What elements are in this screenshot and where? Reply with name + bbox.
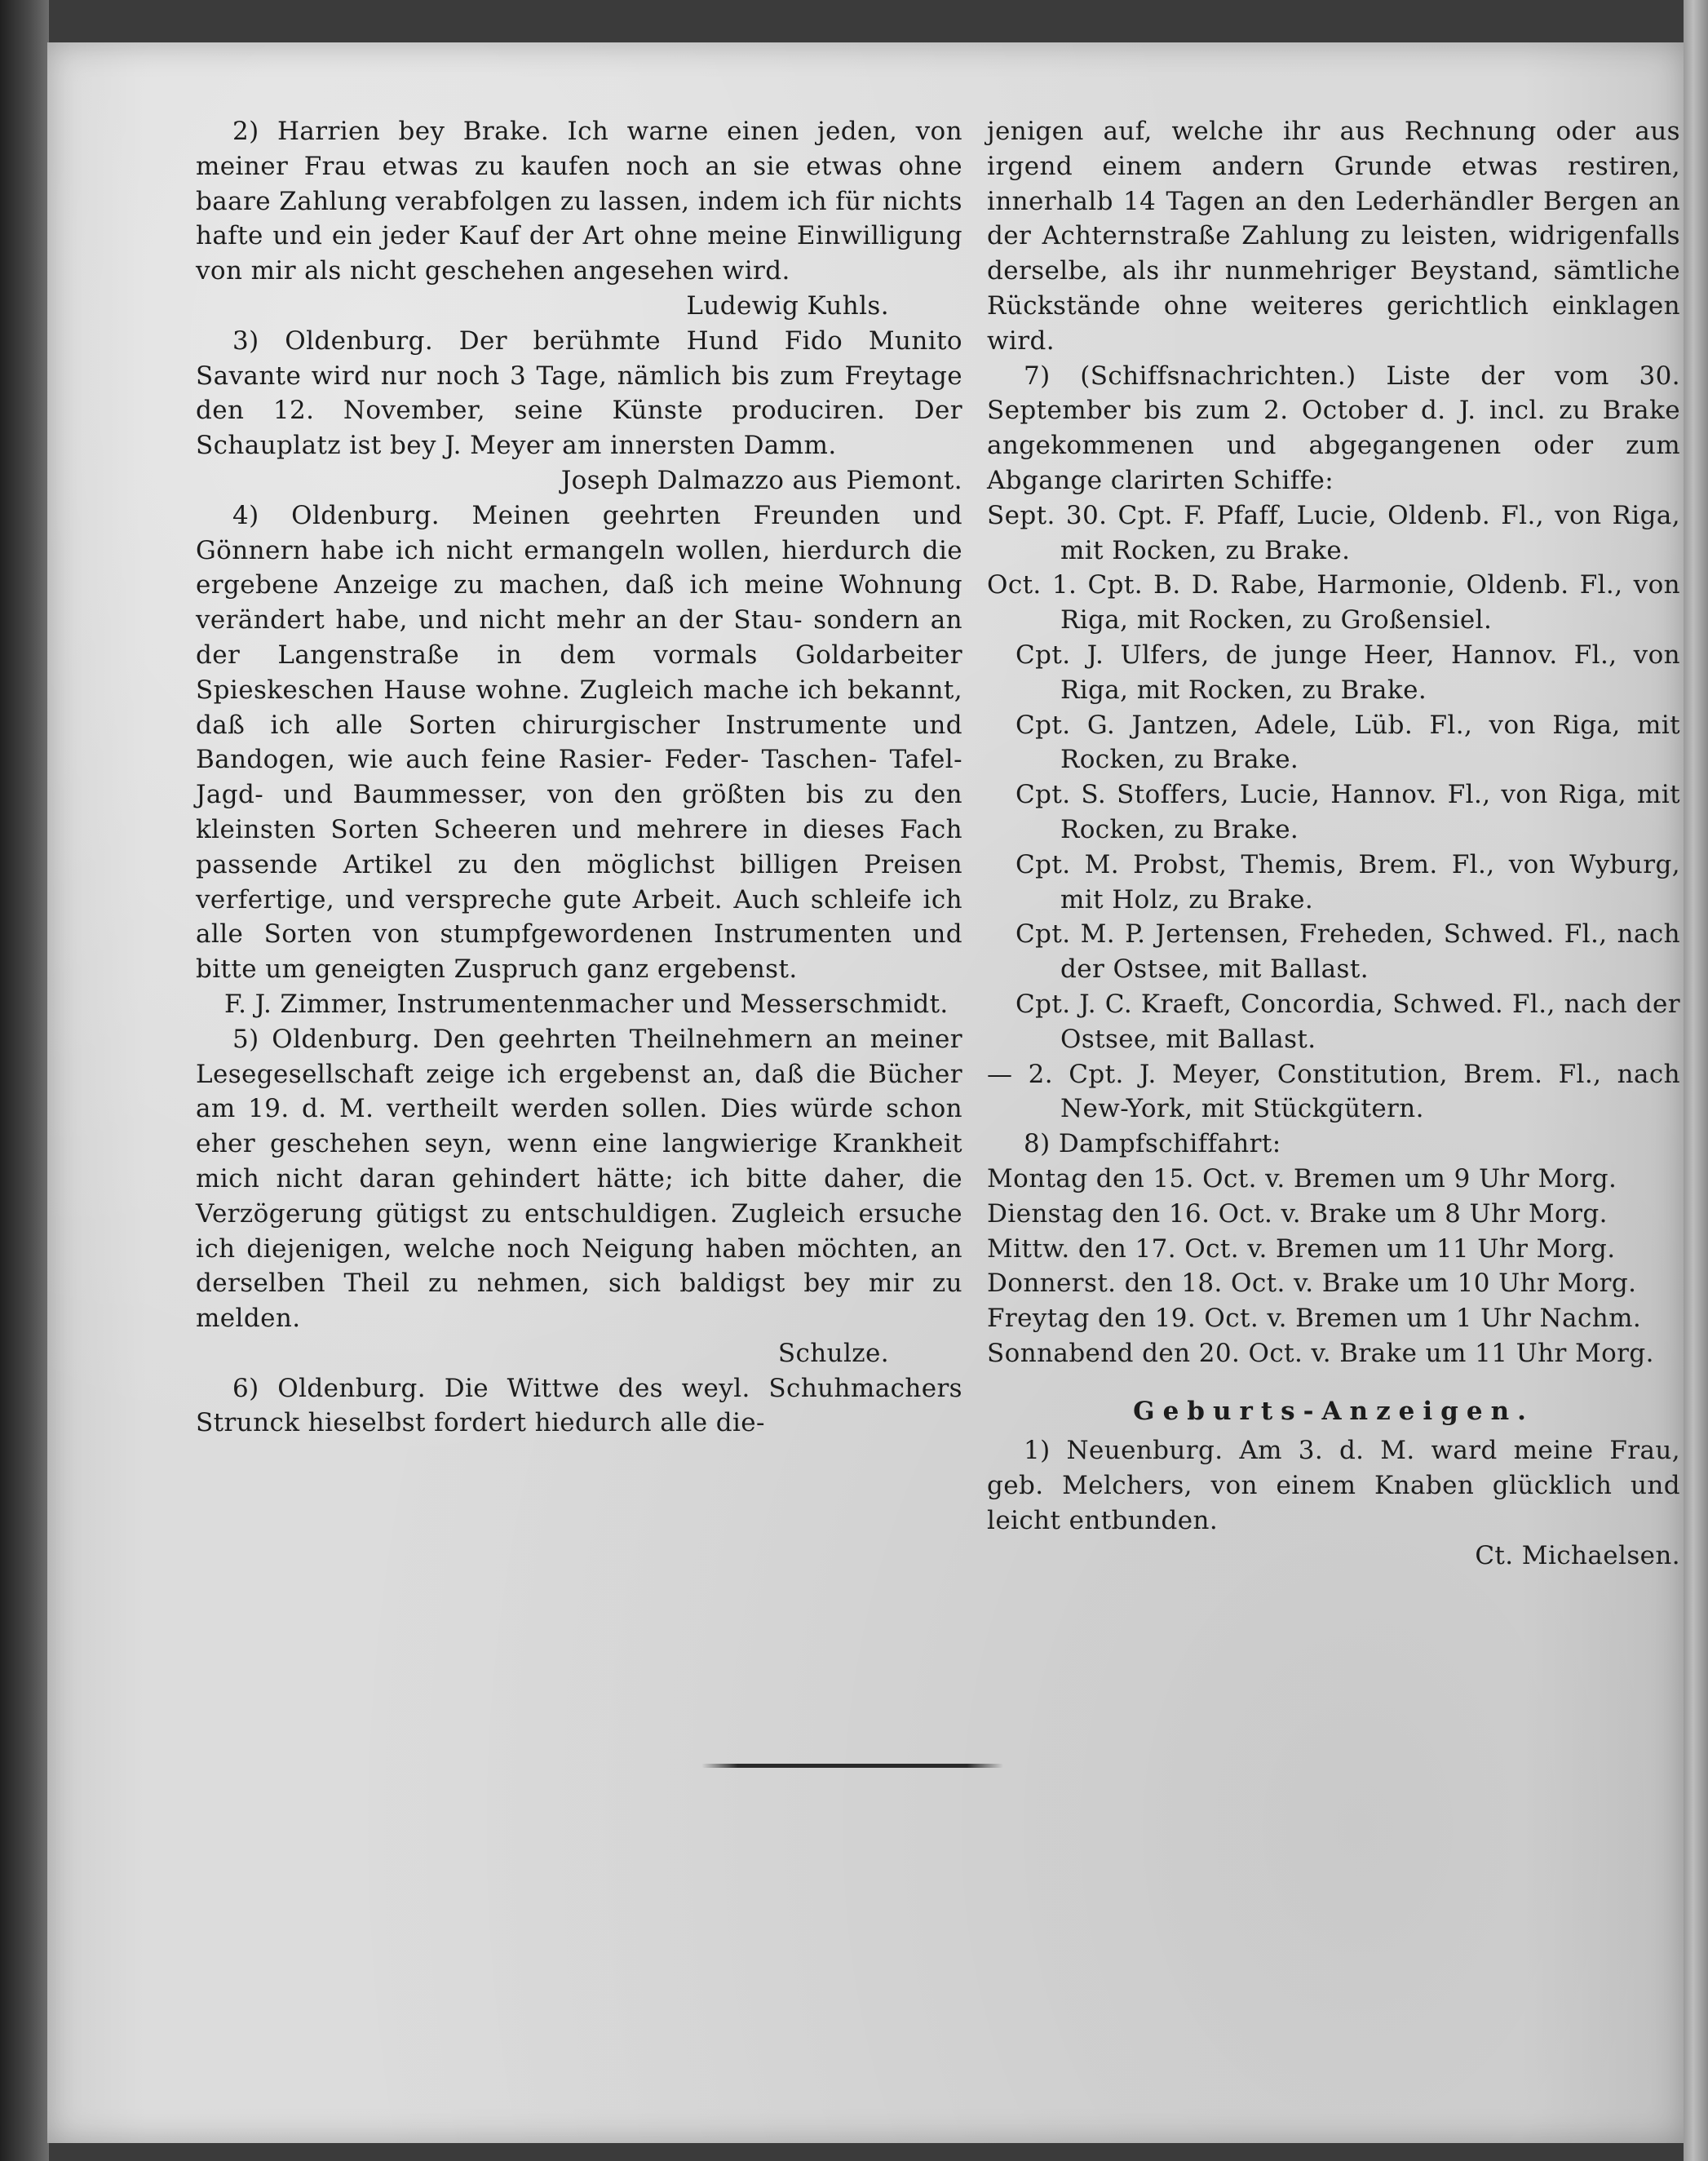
steamer-entry: Mittw. den 17. Oct. v. Bremen um 11 Uhr Morg. xyxy=(987,1233,1616,1264)
ship-entry: Cpt. J. C. Kraeft, Concordia, Schwed. Fl., nach der Ostsee, mit Ballast. xyxy=(1016,989,1680,1054)
ad-7-intro: 7) (Schiffsnachrichten.) Liste der vom 30. September bis zum 2. October d. J. incl. zu Brake angekommenen und abgegangenen oder zum Abgange clarirten Schiffe: xyxy=(987,361,1680,495)
steamer-entry: Dienstag den 16. Oct. v. Brake um 8 Uhr Morg. xyxy=(987,1198,1608,1229)
ship-entry: — 2. Cpt. J. Meyer, Constitution, Brem. Fl., nach New-York, mit Stückgütern. xyxy=(987,1059,1680,1124)
ship-entry: Cpt. G. Jantzen, Adele, Lüb. Fl., von Riga, mit Rocken, zu Brake. xyxy=(1016,710,1680,775)
ad-3-body: 3) Oldenburg. Der berühmte Hund Fido Munito Savante wird nur noch 3 Tage, nämlich bis zum Freytage den 12. November, seine Künste produciren. Der Schauplatz ist bey J. Meyer am innersten Damm. xyxy=(196,325,962,461)
ad-2-signature: Ludewig Kuhls. xyxy=(686,290,889,321)
left-column xyxy=(196,114,962,1441)
steamer-entry: Donnerst. den 18. Oct. v. Brake um 10 Uhr Morg. xyxy=(987,1269,1637,1299)
ad-8-title: 8) Dampfschiffahrt: xyxy=(1024,1129,1281,1159)
ship-entry: Cpt. M. Probst, Themis, Brem. Fl., von Wyburg, mit Holz, zu Brake. xyxy=(1016,849,1680,914)
right-column xyxy=(987,114,1680,1574)
ship-entry: Cpt. J. Ulfers, de junge Heer, Hannov. Fl., von Riga, mit Rocken, zu Brake. xyxy=(1016,640,1680,705)
ad-4-signature: F. J. Zimmer, Instrumentenmacher und Messerschmidt. xyxy=(224,989,949,1019)
ad-5-body: 5) Oldenburg. Den geehrten Theilnehmern an meiner Lesegesellschaft zeige ich ergebenst an, daß die Bücher am 19. d. M. vertheilt werden sollen. Dies würde schon eher geschehen seyn, wenn eine langwierige Krankheit mich nicht daran gehindert hätte; ich bitte daher, die Verzögerung gütigst zu entschuldigen. Zugleich ersuche ich diejenigen, welche noch Neigung haben möchten, an derselben Theil zu nehmen, sich baldigst bey mir zu melden. xyxy=(196,1024,962,1334)
ad-3-signature: Joseph Dalmazzo aus Piemont. xyxy=(560,465,962,495)
ad-2-body: 2) Harrien bey Brake. Ich warne einen jeden, von meiner Frau etwas zu kaufen noch an sie etwas ohne baare Zahlung verabfolgen zu lassen, indem ich für nichts hafte und ein jeder Kauf der Art ohne meine Einwilligung von mir als nicht geschehen angesehen wird. xyxy=(196,117,962,286)
end-rule xyxy=(701,1764,1003,1768)
steamer-entry: Montag den 15. Oct. v. Bremen um 9 Uhr Morg. xyxy=(987,1163,1617,1193)
page-edge-right xyxy=(1684,0,1708,2161)
ship-entry: Cpt. S. Stoffers, Lucie, Hannov. Fl., von Riga, mit Rocken, zu Brake. xyxy=(1016,780,1680,844)
birth-1-body: 1) Neuenburg. Am 3. d. M. ward meine Frau, geb. Melchers, von einem Knaben glücklich und leicht entbunden. xyxy=(987,1436,1680,1536)
ad-5-signature: Schulze. xyxy=(777,1338,889,1368)
scan-background-left xyxy=(0,0,49,2161)
ship-entry: Sept. 30. Cpt. F. Pfaff, Lucie, Oldenb. Fl., von Riga, mit Rocken, zu Brake. xyxy=(987,500,1680,565)
births-heading: Geburts-Anzeigen. xyxy=(1133,1396,1534,1426)
ad-6-start: 6) Oldenburg. Die Wittwe des weyl. Schuhmachers Strunck hieselbst fordert hiedurch alle die- xyxy=(196,1373,962,1438)
ad-4-body: 4) Oldenburg. Meinen geehrten Freunden und Gönnern habe ich nicht ermangeln wollen, hierdurch die ergebene Anzeige zu machen, daß ich meine Wohnung verändert habe, und nicht mehr an der Stau- sondern an der Langenstraße in dem vormals Goldarbeiter Spieskeschen Hause wohne. Zugleich mache ich bekannt, daß ich alle Sorten chirurgischer Instrumente und Bandogen, wie auch feine Rasier- Feder- Taschen- Tafel- Jagd- und Baummesser, von den größten bis zu den kleinsten Sorten Scheeren und mehrere in dieses Fach passende Artikel zu den möglichst billigen Preisen verfertige, und verspreche gute Arbeit. Auch schleife ich alle Sorten von stumpfgewordenen Instrumenten und bitte um geneigten Zuspruch ganz ergebenst. xyxy=(196,500,962,985)
birth-1-signature: Ct. Michaelsen. xyxy=(1475,1540,1680,1570)
steamer-entry: Sonnabend den 20. Oct. v. Brake um 11 Uhr Morg. xyxy=(987,1338,1654,1368)
ship-entry: Cpt. M. P. Jertensen, Freheden, Schwed. Fl., nach der Ostsee, mit Ballast. xyxy=(1016,919,1680,985)
steamer-entry: Freytag den 19. Oct. v. Bremen um 1 Uhr Nachm. xyxy=(987,1304,1642,1334)
ad-6-end: jenigen auf, welche ihr aus Rechnung oder aus irgend einem andern Grunde etwas restiren, innerhalb 14 Tagen an den Lederhändler Bergen an der Achternstraße Zahlung zu leisten, widrigenfalls derselbe, als ihr nunmehriger Beystand, sämtliche Rückstände ohne weiteres gerichtlich einklagen wird. xyxy=(987,117,1680,356)
ship-entry: Oct. 1. Cpt. B. D. Rabe, Harmonie, Oldenb. Fl., von Riga, mit Rocken, zu Großensiel. xyxy=(987,570,1680,635)
